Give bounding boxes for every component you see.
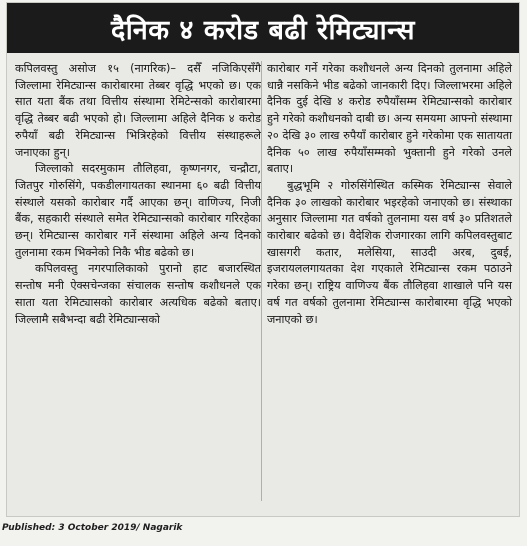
headline: दैनिक ४ करोड बढी रेमिट्यान्स <box>110 14 416 46</box>
article-column-right <box>267 61 512 328</box>
column-divider <box>261 61 262 501</box>
paragraph: जिल्लाको सदरमुकाम तौलिहवा, कृष्णनगर, चन्द्रौटा, जितपुर गोरुसिंगे, पकडीलगायतका स्थानमा ६० बढी वित्तीय संस्थाले यसको कारोबार गर्दै आएका छन्। वाणिज्य, निजी बैंक, सहकारी संस्थाले समेत रेमिट्यान्सको कारोबार गरिरहेका छन्। रेमिट्यान्स कारोबार गर्ने संस्थामा अहिले अन्य दिनको तुलनामा रकम भिक्नेको निकै भीड बढेको छ। <box>15 162 261 259</box>
article-column-left <box>15 61 261 328</box>
headline-banner <box>7 3 519 53</box>
paragraph: कपिलवस्तु असोज १५ (नागरिक)– दसैँ नजिकिएसँगै जिल्लामा रेमिट्यान्स कारोबारमा तेब्बर वृद्धि भएको छ। एक सात यता बैंक तथा वित्तीय संस्थामा रेमिटेन्सको कारोबारमा वृद्धि तेब्बर बढी भएको हो। जिल्लामा अहिले दैनिक ४ करोड रुपैयाँ बढी रेमिट्यान्स भित्रिरहेको वित्तीय संस्थाहरूले जनाएका हुन्। <box>15 62 261 159</box>
paragraph: कारोबार गर्ने गरेका कशौधनले अन्य दिनको तुलनामा अहिले धान्नै नसकिने भीड बढेको जानकारी दिए। जिल्लाभरमा अहिले दैनिक दुई देखि ४ करोड रुपैयाँसम्म रेमिट्यान्सको कारोबार हुने गरेको कशौधनको दाबी छ। अन्य समयमा आफ्नो संस्थामा २० देखि ३० लाख रुपैयाँ कारोबार हुने गरेकोमा एक सातायता दैनिक ५० लाख रुपैयाँसम्मको भुक्तानी हुने गरेको उनले बताए। <box>267 62 512 176</box>
newspaper-clipping <box>6 2 520 517</box>
paragraph: कपिलवस्तु नगरपालिकाको पुरानो हाट बजारस्थित सन्तोष मनी ऐक्सचेन्जका संचालक सन्तोष कशौधनले एक साता यता रेमिट्यासको कारोबार अत्यधिक बढेको बताए। जिल्लामै सबैभन्दा बढी रेमिट्यान्सको <box>15 262 261 326</box>
paragraph: बुद्धभूमि २ गोरुसिंगेस्थित कस्मिक रेमिट्यान्स सेवाले दैनिक ३० लाखको कारोबार भइरहेको जनाएको छ। संस्थाका अनुसार जिल्लामा गत वर्षको तुलनामा यस वर्ष ३० प्रतिशतले कारोबार बढेको छ। वैदेशिक रोजगारका लागि कपिलवस्तुबाट खासगरी कतार, मलेसिया, साउदी अरब, दुबई, इजरायललगायतका देश गएकाले रेमिट्यान्स रकम पठाउने गरेका छन्। राष्ट्रिय वाणिज्य बैंक तौलिहवा शाखाले पनि यस वर्ष गत वर्षको तुलनामा रेमिट्यान्स कारोबारमा वृद्धि भएको जनाएको छ। <box>267 178 512 326</box>
publication-caption: Published: 3 October 2019/ Nagarik <box>2 523 183 533</box>
